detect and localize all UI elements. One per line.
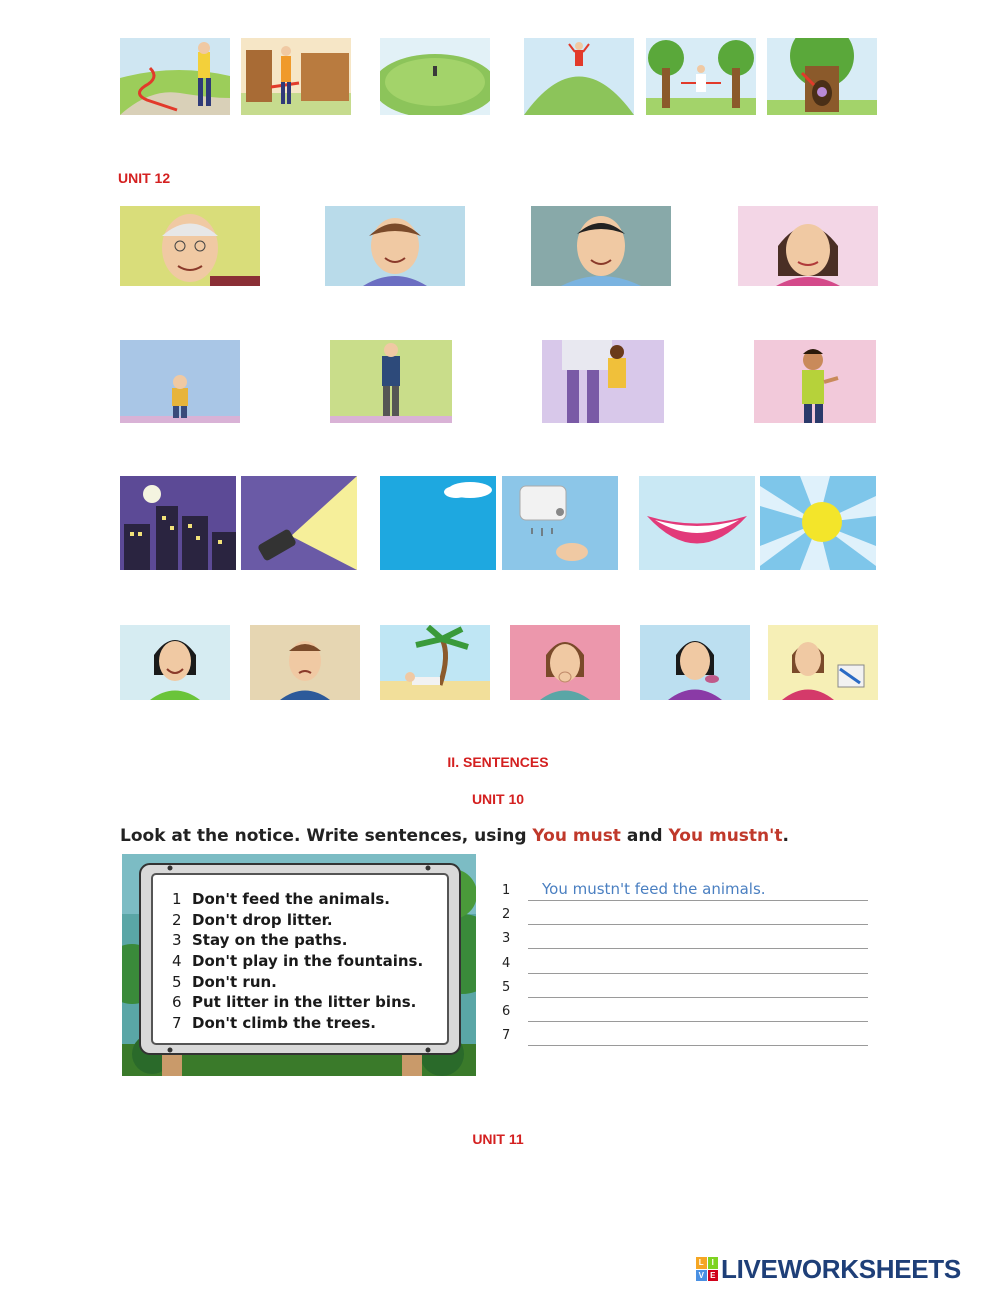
- heading-unit-11: UNIT 11: [472, 1131, 524, 1147]
- answer-number: 5: [502, 979, 511, 995]
- picture-hand-dryer: [502, 476, 618, 570]
- notice-item-text: Don't feed the animals.: [192, 890, 390, 908]
- notice-item-number: 4: [172, 952, 182, 971]
- answer-underline: [528, 948, 868, 949]
- answer-number: 1: [502, 883, 511, 898]
- picture-woman-face: [738, 206, 878, 286]
- picture-inside-tree: [767, 38, 877, 115]
- picture-happy-girl: [120, 625, 230, 700]
- notice-item-number: 5: [172, 972, 182, 991]
- notice-item-text: Don't drop litter.: [192, 910, 333, 929]
- picture-hill-top: [524, 38, 634, 115]
- answer-row[interactable]: [498, 1000, 868, 1024]
- answer-row[interactable]: [498, 1024, 868, 1048]
- notice-item-number: 6: [172, 993, 182, 1012]
- answer-text[interactable]: You mustn't feed the animals.: [542, 880, 766, 898]
- heading-unit-10: UNIT 10: [471, 791, 525, 807]
- answer-row[interactable]: [498, 927, 868, 951]
- answer-underline: [528, 1021, 868, 1022]
- answer-underline: [528, 900, 868, 901]
- picture-worried-girl: [510, 625, 620, 700]
- picture-night-city: [120, 476, 236, 570]
- picture-boy-face: [325, 206, 465, 286]
- picture-girl-with-gift: [768, 625, 878, 700]
- notice-item: [172, 890, 423, 911]
- heading-sentences: II. SENTENCES: [447, 754, 549, 770]
- notice-item: [172, 993, 423, 1014]
- picture-boy-smiling: [754, 340, 876, 423]
- notice-item-text: Don't climb the trees.: [192, 1014, 376, 1033]
- logo-badge-letter: I: [708, 1257, 719, 1269]
- notice-item-number: 2: [172, 910, 182, 929]
- notice-item-number: 1: [172, 890, 182, 908]
- picture-torch-light: [241, 476, 357, 570]
- park-notice-illustration: [122, 854, 476, 1076]
- answer-row[interactable]: [498, 976, 868, 1000]
- notice-item: [172, 1014, 423, 1035]
- logo-badge-letter: L: [696, 1257, 707, 1269]
- notice-item-number: 3: [172, 931, 182, 950]
- notice-item-text: Don't run.: [192, 972, 277, 991]
- notice-item-number: 7: [172, 1014, 182, 1033]
- answer-number: 3: [502, 931, 511, 947]
- answer-underline: [528, 924, 868, 925]
- picture-blue-sky: [380, 476, 496, 570]
- picture-old-man: [120, 206, 260, 286]
- answer-underline: [528, 1045, 868, 1046]
- notice-item-text: Don't play in the fountains.: [192, 952, 424, 971]
- answer-row[interactable]: [498, 903, 868, 927]
- instruction-must: You must: [532, 826, 621, 846]
- picture-relaxed-beach: [380, 625, 490, 700]
- picture-man-face: [531, 206, 671, 286]
- picture-between-trees: [646, 38, 756, 115]
- answer-underline: [528, 997, 868, 998]
- notice-item: [172, 931, 423, 952]
- logo-wordmark: LIVEWORKSHEETS: [721, 1253, 961, 1284]
- instruction-prefix: Look at the notice. Write sentences, using: [120, 826, 533, 846]
- answer-row[interactable]: [498, 879, 868, 903]
- answer-number: 6: [502, 1004, 511, 1019]
- instruction-suffix: .: [782, 826, 789, 846]
- picture-path-walk: [120, 38, 230, 115]
- picture-gate-open: [241, 38, 351, 115]
- picture-girl-eating: [640, 625, 750, 700]
- logo-badge-letter: V: [696, 1270, 707, 1282]
- notice-list: [172, 890, 423, 1035]
- notice-item-text: Put litter in the litter bins.: [192, 993, 417, 1012]
- liveworksheets-logo: [696, 1254, 961, 1284]
- picture-tall-boy: [330, 340, 452, 423]
- picture-smiling-mouth: [639, 476, 755, 570]
- notice-item: [172, 911, 423, 932]
- notice-item: [172, 973, 423, 994]
- heading-unit-12: UNIT 12: [118, 170, 171, 186]
- picture-green-field: [380, 38, 490, 115]
- notice-item-text: Stay on the paths.: [192, 931, 348, 950]
- notice-item: [172, 952, 423, 973]
- logo-badge-icon: [696, 1257, 718, 1281]
- picture-short-boy: [120, 340, 240, 423]
- logo-badge-letter: E: [708, 1270, 719, 1282]
- picture-sad-boy: [250, 625, 360, 700]
- picture-sun: [760, 476, 876, 570]
- answer-number: 7: [502, 1028, 511, 1044]
- instruction-and: and: [620, 826, 669, 846]
- exercise-instruction: [120, 826, 789, 846]
- instruction-mustnt: You mustn't: [668, 826, 783, 846]
- picture-boy-behind-adult: [542, 340, 664, 423]
- answer-number: 2: [502, 907, 511, 923]
- answer-number: 4: [502, 955, 511, 971]
- answer-row[interactable]: [498, 952, 868, 976]
- answer-underline: [528, 973, 868, 974]
